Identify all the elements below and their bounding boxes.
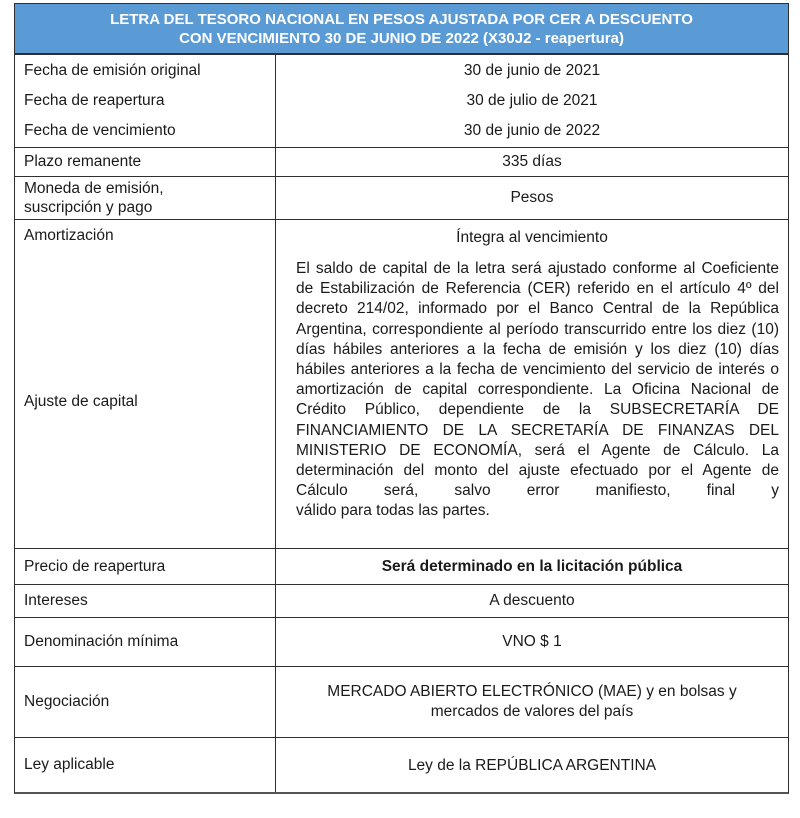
negociacion-value-line1: MERCADO ABIERTO ELECTRÓNICO (MAE) y en bolsas y <box>327 683 737 700</box>
precio-row <box>14 549 789 585</box>
amortizacion-label: Amortización <box>24 227 114 244</box>
moneda-value-text: Pesos <box>510 189 554 206</box>
precio-label: Precio de reapertura <box>15 549 276 584</box>
fecha-emision-label: Fecha de emisión original <box>24 62 201 79</box>
fecha-emision-value: 30 de junio de 2021 <box>463 62 601 79</box>
negociacion-row <box>14 667 789 738</box>
amortizacion-ajuste-labels <box>15 220 276 548</box>
moneda-label-line1: Moneda de emisión, <box>24 180 164 197</box>
ley-label: Ley aplicable <box>15 738 276 792</box>
negociacion-label-text: Negociación <box>24 693 110 710</box>
ajuste-value <box>276 251 788 522</box>
amortizacion-ajuste-row <box>14 220 789 549</box>
denominacion-value: VNO $ 1 <box>502 633 562 650</box>
ley-row <box>14 738 789 794</box>
terms-sheet-table <box>14 3 789 794</box>
negociacion-label <box>15 667 276 737</box>
header-title-line1: LETRA DEL TESORO NACIONAL EN PESOS AJUSTADA POR CER A DESCUENTO <box>110 10 693 28</box>
dates-row <box>14 55 789 148</box>
amortizacion-value: Íntegra al vencimiento <box>456 229 608 246</box>
intereses-label: Intereses <box>15 585 276 617</box>
denominacion-label: Denominación mínima <box>15 618 276 666</box>
negociacion-value <box>276 667 788 737</box>
ajuste-value-body: El saldo de capital de la letra será ajustado conforme al Coeficiente de Estabilización de Referencia (CER) referido en el artículo 4º del decreto 214/02, informado por el Banco Central de la República Argentina, correspondiente al período transcurrido entre los diez (10) días hábiles anteriores a la fecha de emisión y los diez (10) días hábiles anteriores a la fecha de vencimiento del servicio de interés o amortización de capital correspondiente. La Oficina Nacional de Crédito Público, dependiente de la SUBSECRETARÍA DE FINANCIAMIENTO DE LA SECRETARÍA DE FINANZAS DEL MINISTERIO DE ECONOMÍA, será el Agente de Cálculo. La determinación del monto del ajuste efectuado por el Agente de Cálculo será, salvo error manifiesto, final y <box>296 260 779 500</box>
precio-value: Será determinado en la licitación pública <box>381 558 683 575</box>
moneda-value <box>276 177 788 219</box>
denominacion-row <box>14 618 789 667</box>
fecha-reapertura-value: 30 de julio de 2021 <box>466 92 598 109</box>
moneda-row <box>14 177 789 220</box>
table-header <box>14 3 789 55</box>
intereses-value: A descuento <box>489 592 575 609</box>
header-title-line2: CON VENCIMIENTO 30 DE JUNIO DE 2022 (X30J2 - reapertura) <box>179 29 624 47</box>
dates-values <box>276 55 788 147</box>
intereses-row <box>14 585 789 618</box>
plazo-row <box>14 148 789 177</box>
ley-value: Ley de la REPÚBLICA ARGENTINA <box>407 757 657 774</box>
dates-labels <box>15 55 276 147</box>
ajuste-value-last-line: válido para todas las partes. <box>296 502 490 520</box>
fecha-reapertura-label: Fecha de reapertura <box>24 92 165 109</box>
fecha-vencimiento-label: Fecha de vencimiento <box>24 122 176 139</box>
moneda-label-line2: suscripción y pago <box>24 199 153 216</box>
moneda-label <box>15 177 276 219</box>
fecha-vencimiento-value: 30 de junio de 2022 <box>463 122 601 139</box>
negociacion-value-line2: mercados de valores del país <box>430 703 634 720</box>
ajuste-label: Ajuste de capital <box>24 393 138 410</box>
amortizacion-ajuste-values <box>276 220 788 548</box>
plazo-label: Plazo remanente <box>15 148 276 176</box>
plazo-value: 335 días <box>502 153 562 170</box>
